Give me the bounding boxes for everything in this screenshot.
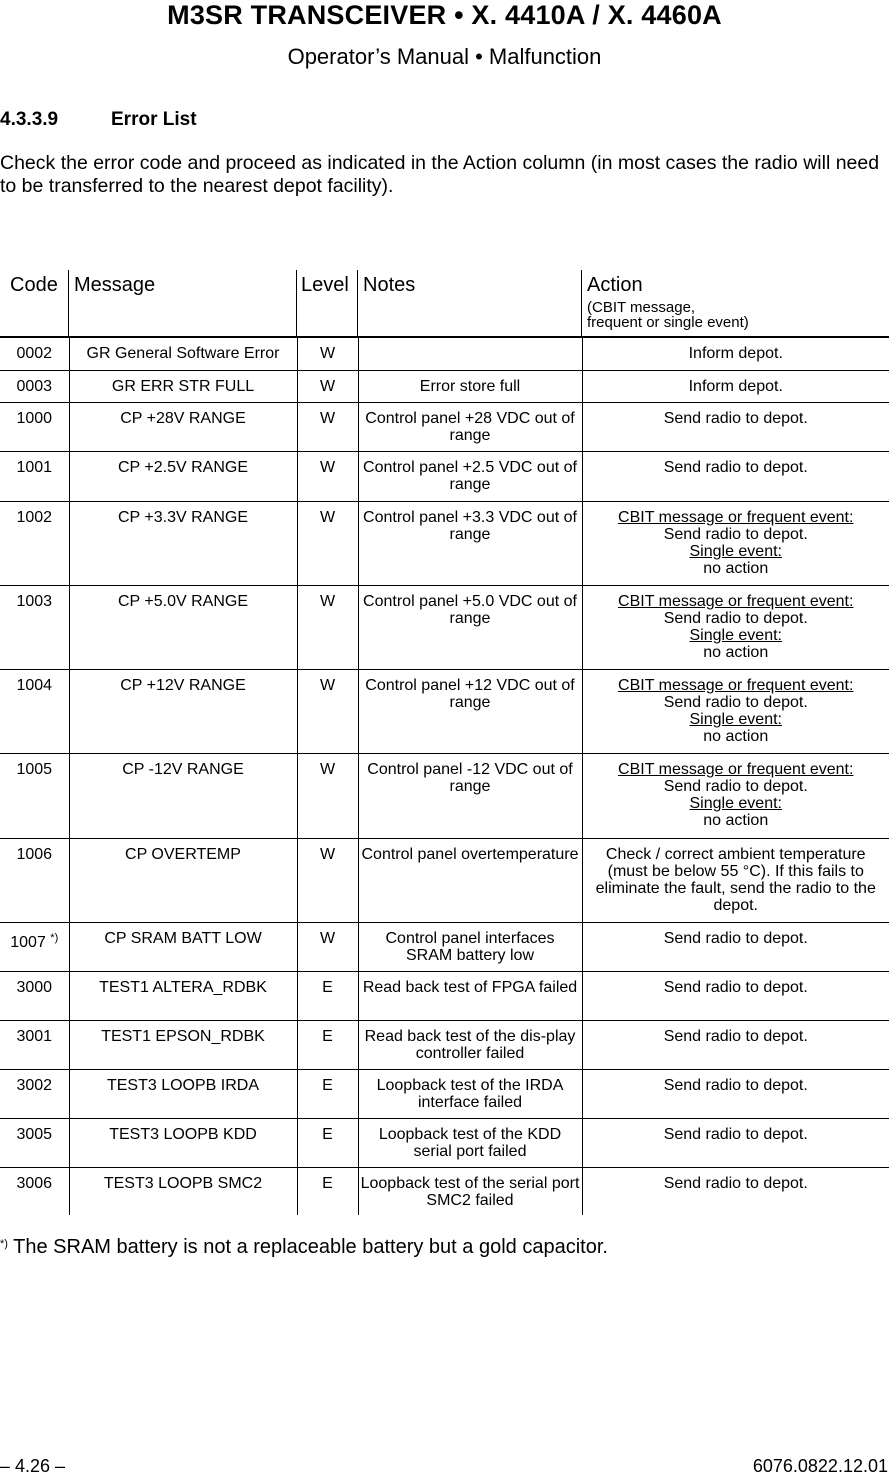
action-cell: Inform depot. (582, 338, 889, 370)
code-cell: 1001 (0, 451, 69, 501)
notes-cell: Control panel -12 VDC out of range (358, 753, 582, 838)
single-event-action: no action (703, 559, 769, 577)
table-row (0, 838, 889, 922)
code-cell: 3000 (0, 971, 69, 1020)
message-cell: CP OVERTEMP (69, 838, 297, 922)
code-cell (0, 922, 69, 971)
code-cell: 1003 (0, 585, 69, 669)
table-row (0, 501, 889, 585)
message-cell: TEST1 ALTERA_RDBK (69, 971, 297, 1020)
section-title: Error List (111, 109, 197, 130)
cbit-action: Send radio to depot. (663, 609, 808, 627)
cbit-label: CBIT message or frequent event: (618, 760, 854, 778)
action-cell: Send radio to depot. (582, 1069, 889, 1118)
table-row (0, 1069, 889, 1118)
cbit-label: CBIT message or frequent event: (618, 676, 854, 694)
table-row (0, 370, 889, 402)
action-cell: Send radio to depot. (582, 1020, 889, 1069)
message-cell: CP SRAM BATT LOW (69, 922, 297, 971)
table-row (0, 451, 889, 501)
action-cell (582, 501, 889, 585)
action-cell: Send radio to depot. (582, 451, 889, 501)
table-header (0, 270, 889, 336)
level-cell: W (297, 838, 358, 922)
single-event-label: Single event: (689, 626, 782, 644)
message-cell: TEST1 EPSON_RDBK (69, 1020, 297, 1069)
notes-cell: Error store full (358, 370, 582, 402)
cbit-label: CBIT message or frequent event: (618, 592, 854, 610)
document-title: M3SR TRANSCEIVER • X. 4410A / X. 4460A (167, 0, 722, 30)
level-cell: E (297, 971, 358, 1020)
action-cell (582, 585, 889, 669)
col-action-label: Action (587, 274, 643, 296)
intro-paragraph: Check the error code and proceed as indicated in the Action column (in most cases the radio will need to be transferred to the nearest depot facility). (0, 152, 880, 197)
message-cell: CP -12V RANGE (69, 753, 297, 838)
table-row (0, 402, 889, 451)
action-cell: Send radio to depot. (582, 1118, 889, 1167)
code-text: 1007 (10, 933, 46, 951)
level-cell: W (297, 402, 358, 451)
section-number: 4.3.3.9 (0, 109, 59, 130)
section-heading (0, 108, 197, 132)
cbit-action: Send radio to depot. (663, 777, 808, 795)
message-cell: TEST3 LOOPB IRDA (69, 1069, 297, 1118)
col-notes-header: Notes (363, 274, 416, 296)
notes-cell: Control panel overtemperature (358, 838, 582, 922)
action-cell: Check / correct ambient temperature (must be below 55 °C). If this fails to eliminate the fault, send the radio to the depot. (582, 838, 889, 922)
message-cell: TEST3 LOOPB SMC2 (69, 1167, 297, 1215)
cbit-action: Send radio to depot. (663, 525, 808, 543)
code-cell: 0003 (0, 370, 69, 402)
col-level-header: Level (301, 274, 349, 296)
message-cell: CP +2.5V RANGE (69, 451, 297, 501)
code-cell: 1005 (0, 753, 69, 838)
level-cell: E (297, 1167, 358, 1215)
level-cell: W (297, 451, 358, 501)
level-cell: W (297, 338, 358, 370)
table-row (0, 1118, 889, 1167)
page-number: – 4.26 – (0, 1456, 66, 1476)
level-cell: W (297, 753, 358, 838)
action-cell: Send radio to depot. (582, 971, 889, 1020)
message-cell: GR ERR STR FULL (69, 370, 297, 402)
action-cell: Send radio to depot. (582, 922, 889, 971)
table-row (0, 753, 889, 838)
level-cell: E (297, 1118, 358, 1167)
message-cell: CP +5.0V RANGE (69, 585, 297, 669)
notes-cell (358, 338, 582, 370)
message-cell: GR General Software Error (69, 338, 297, 370)
single-event-label: Single event: (689, 542, 782, 560)
notes-cell: Read back test of FPGA failed (358, 971, 582, 1020)
level-cell: W (297, 922, 358, 971)
notes-cell: Control panel +3.3 VDC out of range (358, 501, 582, 585)
col-action-header (582, 270, 889, 336)
single-event-label: Single event: (689, 794, 782, 812)
code-cell: 3005 (0, 1118, 69, 1167)
table-row (0, 922, 889, 971)
action-cell (582, 753, 889, 838)
table-row (0, 585, 889, 669)
code-cell: 1006 (0, 838, 69, 922)
code-cell: 1004 (0, 669, 69, 753)
level-cell: W (297, 370, 358, 402)
cbit-action: Send radio to depot. (663, 693, 808, 711)
error-table (0, 338, 889, 1215)
message-cell: TEST3 LOOPB KDD (69, 1118, 297, 1167)
action-cell (582, 669, 889, 753)
table-row (0, 1020, 889, 1069)
footnote (0, 1232, 608, 1259)
single-event-action: no action (703, 643, 769, 661)
code-cell: 3002 (0, 1069, 69, 1118)
single-event-label: Single event: (689, 710, 782, 728)
message-cell: CP +28V RANGE (69, 402, 297, 451)
document-id: 6076.0822.12.01 (752, 1456, 888, 1476)
col-message-header: Message (74, 274, 156, 296)
table-row (0, 971, 889, 1020)
action-cell: Send radio to depot. (582, 402, 889, 451)
notes-cell: Control panel +12 VDC out of range (358, 669, 582, 753)
footnote-mark: *) (50, 931, 59, 944)
single-event-action: no action (703, 727, 769, 745)
col-action-subtitle-1: (CBIT message, (587, 299, 696, 316)
code-cell: 1002 (0, 501, 69, 585)
code-cell: 1000 (0, 402, 69, 451)
message-cell: CP +3.3V RANGE (69, 501, 297, 585)
notes-cell: Loopback test of the IRDA interface failed (358, 1069, 582, 1118)
notes-cell: Control panel +2.5 VDC out of range (358, 451, 582, 501)
notes-cell: Control panel +28 VDC out of range (358, 402, 582, 451)
single-event-action: no action (703, 811, 769, 829)
footnote-text: The SRAM battery is not a replaceable battery but a gold capacitor. (13, 1236, 608, 1258)
notes-cell: Control panel interfaces SRAM battery low (358, 922, 582, 971)
level-cell: W (297, 501, 358, 585)
notes-cell: Control panel +5.0 VDC out of range (358, 585, 582, 669)
code-cell: 3006 (16, 1174, 53, 1192)
level-cell: W (297, 669, 358, 753)
table-row (0, 1167, 889, 1215)
level-cell: W (297, 585, 358, 669)
action-cell: Send radio to depot. (582, 1167, 889, 1215)
notes-cell: Read back test of the dis-play controller failed (358, 1020, 582, 1069)
document-subtitle: Operator’s Manual • Malfunction (287, 44, 602, 69)
code-cell: 0002 (0, 338, 69, 370)
code-cell: 3001 (0, 1020, 69, 1069)
level-cell: E (297, 1069, 358, 1118)
footnote-mark: *) (0, 1238, 8, 1250)
col-code-header: Code (10, 274, 58, 296)
level-cell: E (297, 1020, 358, 1069)
notes-cell: Loopback test of the serial port SMC2 failed (358, 1167, 582, 1215)
table-row (0, 669, 889, 753)
message-cell: CP +12V RANGE (69, 669, 297, 753)
col-action-subtitle-2: frequent or single event) (587, 314, 749, 331)
action-cell: Inform depot. (582, 370, 889, 402)
notes-cell: Loopback test of the KDD serial port failed (358, 1118, 582, 1167)
cbit-label: CBIT message or frequent event: (618, 508, 854, 526)
table-row (0, 338, 889, 370)
